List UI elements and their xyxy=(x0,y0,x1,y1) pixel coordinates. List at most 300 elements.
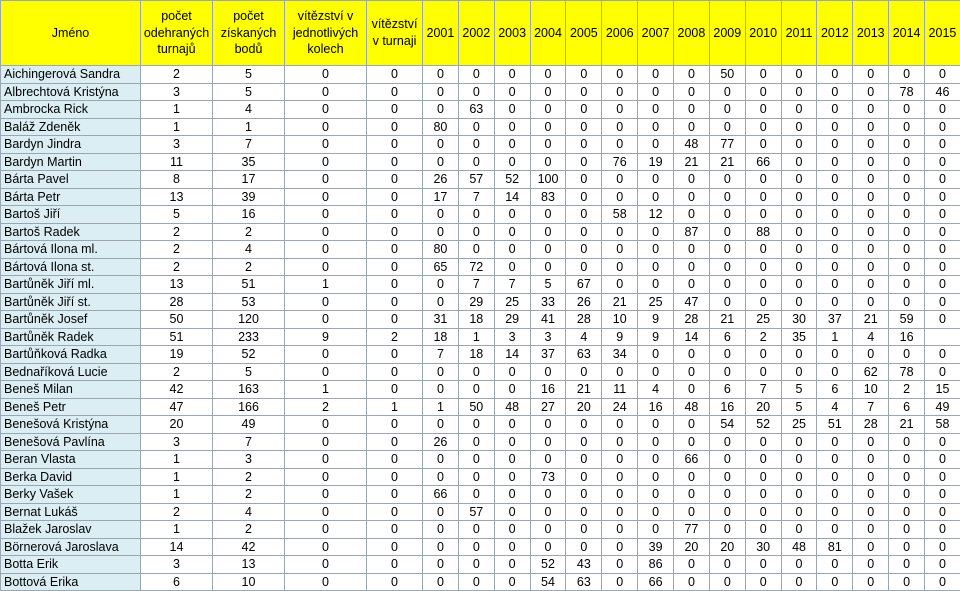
year-cell: 0 xyxy=(745,101,781,119)
year-cell: 88 xyxy=(745,223,781,241)
year-cell: 0 xyxy=(602,101,638,119)
year-cell: 0 xyxy=(458,556,494,574)
year-cell: 0 xyxy=(781,136,817,154)
year-cell: 21 xyxy=(709,153,745,171)
year-cell: 0 xyxy=(638,136,674,154)
year-cell: 0 xyxy=(817,468,853,486)
stat-cell: 0 xyxy=(285,206,367,224)
year-cell: 24 xyxy=(602,398,638,416)
stat-cell: 14 xyxy=(141,538,213,556)
year-cell: 0 xyxy=(781,521,817,539)
year-cell: 0 xyxy=(889,468,925,486)
stat-cell: 0 xyxy=(285,521,367,539)
year-cell: 7 xyxy=(458,188,494,206)
year-cell: 0 xyxy=(709,101,745,119)
stat-cell: 39 xyxy=(213,188,285,206)
year-cell: 0 xyxy=(602,503,638,521)
stat-cell: 20 xyxy=(141,416,213,434)
year-cell: 0 xyxy=(853,153,889,171)
year-cell: 0 xyxy=(638,503,674,521)
year-cell: 0 xyxy=(530,258,566,276)
year-cell: 1 xyxy=(423,398,459,416)
stat-cell: 10 xyxy=(213,573,285,591)
year-cell: 0 xyxy=(817,101,853,119)
year-cell: 0 xyxy=(602,66,638,84)
year-cell: 0 xyxy=(674,573,710,591)
year-cell: 77 xyxy=(709,136,745,154)
stat-cell: 0 xyxy=(285,451,367,469)
year-cell: 63 xyxy=(566,573,602,591)
stat-cell: 0 xyxy=(367,311,423,329)
header-year: 2009 xyxy=(709,1,745,66)
stat-cell: 5 xyxy=(141,206,213,224)
year-cell: 0 xyxy=(745,486,781,504)
stat-cell: 0 xyxy=(367,188,423,206)
year-cell: 0 xyxy=(745,136,781,154)
stat-cell: 3 xyxy=(141,433,213,451)
year-cell: 0 xyxy=(889,101,925,119)
year-cell: 0 xyxy=(925,311,960,329)
year-cell: 0 xyxy=(566,153,602,171)
year-cell: 0 xyxy=(494,521,530,539)
stat-cell: 3 xyxy=(141,136,213,154)
year-cell: 0 xyxy=(745,206,781,224)
table-row xyxy=(1,153,960,171)
year-cell: 0 xyxy=(638,171,674,189)
stat-cell: 47 xyxy=(141,398,213,416)
year-cell: 0 xyxy=(566,416,602,434)
year-cell: 0 xyxy=(674,66,710,84)
year-cell: 0 xyxy=(458,223,494,241)
stat-cell: 5 xyxy=(213,83,285,101)
year-cell: 0 xyxy=(638,451,674,469)
year-cell: 0 xyxy=(889,556,925,574)
year-cell: 0 xyxy=(494,223,530,241)
year-cell: 0 xyxy=(889,206,925,224)
year-cell: 0 xyxy=(458,538,494,556)
stat-cell: 8 xyxy=(141,171,213,189)
year-cell: 0 xyxy=(674,206,710,224)
year-cell: 28 xyxy=(674,311,710,329)
year-cell: 0 xyxy=(423,573,459,591)
year-cell: 0 xyxy=(638,346,674,364)
table-row xyxy=(1,188,960,206)
year-cell: 0 xyxy=(853,276,889,294)
stat-cell: 1 xyxy=(285,276,367,294)
header-year: 2002 xyxy=(458,1,494,66)
year-cell: 0 xyxy=(853,538,889,556)
year-cell: 0 xyxy=(925,538,960,556)
year-cell: 100 xyxy=(530,171,566,189)
year-cell: 0 xyxy=(925,363,960,381)
year-cell: 0 xyxy=(817,486,853,504)
year-cell: 0 xyxy=(709,556,745,574)
year-cell: 0 xyxy=(674,363,710,381)
stat-cell: 51 xyxy=(213,276,285,294)
stat-cell: 0 xyxy=(285,311,367,329)
year-cell: 0 xyxy=(781,293,817,311)
year-cell: 30 xyxy=(745,538,781,556)
year-cell: 48 xyxy=(674,136,710,154)
year-cell: 0 xyxy=(602,416,638,434)
year-cell: 0 xyxy=(745,556,781,574)
year-cell: 0 xyxy=(781,486,817,504)
year-cell: 37 xyxy=(530,346,566,364)
year-cell: 0 xyxy=(781,188,817,206)
year-cell: 0 xyxy=(709,206,745,224)
table-row xyxy=(1,486,960,504)
stat-cell: 2 xyxy=(141,258,213,276)
stat-cell: 28 xyxy=(141,293,213,311)
row-name: Bartůněk Jiří ml. xyxy=(1,276,141,294)
year-cell: 25 xyxy=(745,311,781,329)
stat-cell: 0 xyxy=(285,66,367,84)
stat-cell: 7 xyxy=(213,433,285,451)
year-cell: 0 xyxy=(853,503,889,521)
year-cell: 0 xyxy=(494,503,530,521)
year-cell: 0 xyxy=(530,451,566,469)
year-cell: 0 xyxy=(745,521,781,539)
year-cell: 10 xyxy=(602,311,638,329)
year-cell: 0 xyxy=(889,293,925,311)
year-cell: 51 xyxy=(817,416,853,434)
year-cell: 12 xyxy=(638,206,674,224)
row-name: Bartůněk Jiří st. xyxy=(1,293,141,311)
year-cell: 0 xyxy=(638,258,674,276)
year-cell: 0 xyxy=(674,241,710,259)
year-cell: 0 xyxy=(494,451,530,469)
stat-cell: 1 xyxy=(141,468,213,486)
year-cell: 48 xyxy=(494,398,530,416)
stat-cell: 0 xyxy=(285,538,367,556)
stat-cell: 0 xyxy=(367,258,423,276)
table-row xyxy=(1,276,960,294)
year-cell: 0 xyxy=(853,171,889,189)
year-cell: 0 xyxy=(745,451,781,469)
year-cell: 0 xyxy=(638,276,674,294)
year-cell: 0 xyxy=(423,83,459,101)
header-year: 2003 xyxy=(494,1,530,66)
year-cell: 17 xyxy=(423,188,459,206)
year-cell: 0 xyxy=(458,66,494,84)
stat-cell: 49 xyxy=(213,416,285,434)
year-cell: 0 xyxy=(925,293,960,311)
year-cell: 18 xyxy=(423,328,459,346)
year-cell: 48 xyxy=(781,538,817,556)
year-cell: 0 xyxy=(925,118,960,136)
stat-cell: 35 xyxy=(213,153,285,171)
stat-cell: 2 xyxy=(213,223,285,241)
year-cell: 0 xyxy=(674,171,710,189)
stat-cell: 6 xyxy=(141,573,213,591)
row-name: Bednaříková Lucie xyxy=(1,363,141,381)
year-cell: 0 xyxy=(423,363,459,381)
year-cell: 3 xyxy=(530,328,566,346)
year-cell: 0 xyxy=(494,136,530,154)
year-cell: 0 xyxy=(745,188,781,206)
year-cell: 0 xyxy=(566,188,602,206)
year-cell: 0 xyxy=(494,241,530,259)
stat-cell: 3 xyxy=(141,556,213,574)
year-cell: 0 xyxy=(494,258,530,276)
year-cell: 0 xyxy=(925,171,960,189)
year-cell: 63 xyxy=(458,101,494,119)
year-cell: 0 xyxy=(494,101,530,119)
stat-cell: 166 xyxy=(213,398,285,416)
year-cell: 16 xyxy=(638,398,674,416)
year-cell: 0 xyxy=(709,83,745,101)
stat-cell: 0 xyxy=(285,503,367,521)
year-cell: 0 xyxy=(889,118,925,136)
header-stat: vítězství v turnaji xyxy=(367,1,423,66)
year-cell: 33 xyxy=(530,293,566,311)
year-cell: 46 xyxy=(925,83,960,101)
year-cell: 49 xyxy=(925,398,960,416)
year-cell: 0 xyxy=(745,276,781,294)
year-cell: 14 xyxy=(494,188,530,206)
table-row xyxy=(1,363,960,381)
year-cell: 0 xyxy=(458,136,494,154)
year-cell: 0 xyxy=(709,433,745,451)
stat-cell: 0 xyxy=(367,118,423,136)
row-name: Botta Erik xyxy=(1,556,141,574)
year-cell: 25 xyxy=(781,416,817,434)
year-cell: 0 xyxy=(602,556,638,574)
row-name: Bárta Pavel xyxy=(1,171,141,189)
table-row xyxy=(1,538,960,556)
year-cell: 0 xyxy=(925,556,960,574)
stat-cell: 0 xyxy=(367,538,423,556)
year-cell: 5 xyxy=(781,381,817,399)
year-cell: 0 xyxy=(709,171,745,189)
year-cell: 0 xyxy=(458,153,494,171)
stat-cell: 0 xyxy=(367,468,423,486)
stat-cell: 1 xyxy=(141,451,213,469)
year-cell: 57 xyxy=(458,503,494,521)
stat-cell: 1 xyxy=(141,486,213,504)
row-name: Bartůněk Radek xyxy=(1,328,141,346)
year-cell: 0 xyxy=(674,188,710,206)
year-cell: 16 xyxy=(889,328,925,346)
year-cell: 9 xyxy=(638,328,674,346)
year-cell: 28 xyxy=(566,311,602,329)
stat-cell: 1 xyxy=(141,101,213,119)
year-cell: 0 xyxy=(674,258,710,276)
stat-cell: 1 xyxy=(367,398,423,416)
year-cell: 0 xyxy=(638,468,674,486)
year-cell: 0 xyxy=(494,118,530,136)
year-cell: 0 xyxy=(925,258,960,276)
table-row xyxy=(1,416,960,434)
year-cell: 0 xyxy=(889,188,925,206)
year-cell: 0 xyxy=(530,416,566,434)
year-cell: 57 xyxy=(458,171,494,189)
year-cell: 0 xyxy=(781,468,817,486)
year-cell: 7 xyxy=(423,346,459,364)
stat-cell: 0 xyxy=(367,136,423,154)
year-cell: 0 xyxy=(745,66,781,84)
row-name: Baláž Zdeněk xyxy=(1,118,141,136)
year-cell: 0 xyxy=(781,171,817,189)
year-cell: 0 xyxy=(853,521,889,539)
year-cell: 65 xyxy=(423,258,459,276)
year-cell: 0 xyxy=(602,136,638,154)
year-cell: 0 xyxy=(602,276,638,294)
stat-cell: 2 xyxy=(213,521,285,539)
stat-cell: 0 xyxy=(285,171,367,189)
year-cell: 0 xyxy=(817,83,853,101)
year-cell: 41 xyxy=(530,311,566,329)
year-cell: 0 xyxy=(781,433,817,451)
stat-cell: 0 xyxy=(367,363,423,381)
header-row xyxy=(1,1,960,66)
year-cell: 0 xyxy=(889,153,925,171)
stat-cell: 1 xyxy=(285,381,367,399)
stat-cell: 0 xyxy=(367,346,423,364)
year-cell: 0 xyxy=(530,521,566,539)
year-cell: 18 xyxy=(458,311,494,329)
year-cell: 0 xyxy=(889,136,925,154)
year-cell: 0 xyxy=(494,153,530,171)
header-year: 2011 xyxy=(781,1,817,66)
year-cell: 0 xyxy=(566,101,602,119)
year-cell: 0 xyxy=(745,118,781,136)
year-cell: 0 xyxy=(458,521,494,539)
stat-cell: 0 xyxy=(367,206,423,224)
row-name: Blažek Jaroslav xyxy=(1,521,141,539)
year-cell: 0 xyxy=(494,486,530,504)
year-cell: 66 xyxy=(674,451,710,469)
stat-cell: 0 xyxy=(367,556,423,574)
table-row xyxy=(1,223,960,241)
year-cell: 4 xyxy=(566,328,602,346)
year-cell: 0 xyxy=(817,433,853,451)
stat-cell: 0 xyxy=(367,153,423,171)
year-cell: 37 xyxy=(817,311,853,329)
year-cell: 0 xyxy=(458,573,494,591)
stat-cell: 0 xyxy=(285,293,367,311)
header-year: 2007 xyxy=(638,1,674,66)
year-cell: 66 xyxy=(638,573,674,591)
year-cell: 0 xyxy=(781,556,817,574)
year-cell: 0 xyxy=(853,451,889,469)
year-cell: 0 xyxy=(458,468,494,486)
year-cell: 0 xyxy=(566,66,602,84)
year-cell: 0 xyxy=(853,573,889,591)
year-cell: 86 xyxy=(638,556,674,574)
stat-cell: 0 xyxy=(285,556,367,574)
table-row xyxy=(1,241,960,259)
stat-cell: 233 xyxy=(213,328,285,346)
year-cell: 16 xyxy=(709,398,745,416)
year-cell: 0 xyxy=(494,363,530,381)
year-cell: 21 xyxy=(889,416,925,434)
year-cell: 0 xyxy=(817,293,853,311)
year-cell: 0 xyxy=(530,363,566,381)
year-cell: 6 xyxy=(889,398,925,416)
year-cell: 0 xyxy=(530,83,566,101)
year-cell: 20 xyxy=(745,398,781,416)
row-name: Bártová Ilona st. xyxy=(1,258,141,276)
stat-cell: 51 xyxy=(141,328,213,346)
year-cell: 0 xyxy=(530,206,566,224)
year-cell: 0 xyxy=(638,101,674,119)
stat-cell: 0 xyxy=(367,223,423,241)
row-name: Benešová Pavlína xyxy=(1,433,141,451)
stat-cell: 2 xyxy=(367,328,423,346)
year-cell: 0 xyxy=(423,153,459,171)
year-cell: 0 xyxy=(602,486,638,504)
year-cell: 0 xyxy=(745,83,781,101)
year-cell: 0 xyxy=(494,538,530,556)
year-cell: 0 xyxy=(745,433,781,451)
header-year: 2014 xyxy=(889,1,925,66)
year-cell: 0 xyxy=(638,433,674,451)
year-cell: 0 xyxy=(602,433,638,451)
year-cell: 39 xyxy=(638,538,674,556)
table-header xyxy=(1,1,960,66)
year-cell: 6 xyxy=(709,381,745,399)
year-cell: 0 xyxy=(817,241,853,259)
year-cell: 26 xyxy=(423,171,459,189)
year-cell: 4 xyxy=(853,328,889,346)
row-name: Beneš Petr xyxy=(1,398,141,416)
stat-cell: 0 xyxy=(285,433,367,451)
year-cell: 0 xyxy=(925,486,960,504)
row-name: Bartůňková Radka xyxy=(1,346,141,364)
year-cell: 0 xyxy=(745,293,781,311)
stat-cell: 0 xyxy=(285,136,367,154)
year-cell: 0 xyxy=(458,241,494,259)
stat-cell: 0 xyxy=(367,486,423,504)
stat-cell: 0 xyxy=(285,468,367,486)
year-cell: 26 xyxy=(423,433,459,451)
stat-cell: 0 xyxy=(285,416,367,434)
stat-cell: 2 xyxy=(141,66,213,84)
year-cell: 0 xyxy=(889,503,925,521)
year-cell: 43 xyxy=(566,556,602,574)
year-cell: 0 xyxy=(853,66,889,84)
year-cell: 0 xyxy=(925,521,960,539)
row-name: Bardyn Jindra xyxy=(1,136,141,154)
year-cell: 6 xyxy=(817,381,853,399)
year-cell: 0 xyxy=(925,206,960,224)
year-cell: 0 xyxy=(674,416,710,434)
header-year: 2004 xyxy=(530,1,566,66)
stat-cell: 0 xyxy=(367,521,423,539)
year-cell: 0 xyxy=(925,346,960,364)
stat-cell: 0 xyxy=(367,451,423,469)
year-cell: 0 xyxy=(709,346,745,364)
year-cell: 0 xyxy=(745,503,781,521)
year-cell: 0 xyxy=(458,363,494,381)
stat-cell: 16 xyxy=(213,206,285,224)
year-cell: 0 xyxy=(566,136,602,154)
year-cell: 0 xyxy=(817,573,853,591)
year-cell: 19 xyxy=(638,153,674,171)
year-cell: 16 xyxy=(530,381,566,399)
year-cell: 0 xyxy=(817,503,853,521)
row-name: Bártová Ilona ml. xyxy=(1,241,141,259)
stat-cell: 2 xyxy=(213,486,285,504)
year-cell: 0 xyxy=(602,118,638,136)
stat-cell: 5 xyxy=(213,363,285,381)
year-cell: 0 xyxy=(889,451,925,469)
stat-cell: 0 xyxy=(367,101,423,119)
year-cell: 0 xyxy=(458,416,494,434)
year-cell: 0 xyxy=(566,223,602,241)
stat-cell: 0 xyxy=(285,153,367,171)
